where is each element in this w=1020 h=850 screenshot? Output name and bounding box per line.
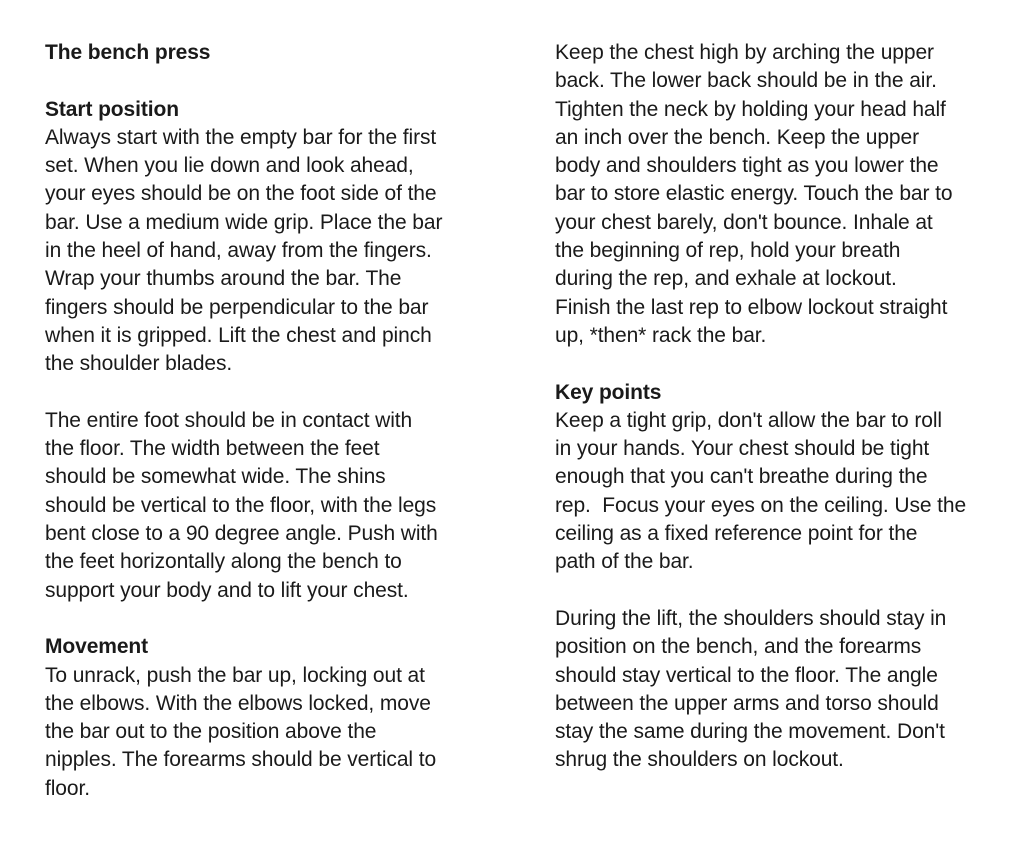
text-line: the shoulder blades. bbox=[45, 352, 233, 376]
text-line: Wrap your thumbs around the bar. The bbox=[45, 267, 402, 291]
spacer bbox=[555, 350, 995, 378]
text-line: Keep a tight grip, don't allow the bar to roll bbox=[555, 408, 942, 432]
text-line: stay the same during the movement. Don't bbox=[555, 720, 945, 744]
left-column bbox=[45, 39, 485, 803]
text-line: fingers should be perpendicular to the bar bbox=[45, 295, 429, 319]
text-line: ceiling as a fixed reference point for the bbox=[555, 522, 918, 546]
text-line: Tighten the neck by holding your head half bbox=[555, 97, 946, 121]
start-position-heading: Start position bbox=[45, 97, 179, 121]
shoulders-paragraph bbox=[555, 605, 995, 775]
movement-heading: Movement bbox=[45, 635, 149, 659]
text-line: Keep the chest high by arching the upper bbox=[555, 41, 934, 64]
spacer bbox=[45, 605, 485, 633]
key-points-heading: Key points bbox=[555, 380, 662, 404]
text-line: should stay vertical to the floor. The angle bbox=[555, 663, 938, 687]
text-line: an inch over the bench. Keep the upper bbox=[555, 125, 919, 149]
text-line: position on the bench, and the forearms bbox=[555, 635, 922, 659]
text-line: rep. Focus your eyes on the ceiling. Use the bbox=[555, 493, 967, 517]
text-line: during the rep, and exhale at lockout. bbox=[555, 267, 897, 291]
text-line: should be vertical to the floor, with the legs bbox=[45, 493, 437, 517]
text-line: when it is gripped. Lift the chest and pinch bbox=[45, 323, 432, 347]
text-line: between the upper arms and torso should bbox=[555, 691, 939, 715]
text-line: in the heel of hand, away from the fingers. bbox=[45, 239, 432, 263]
text-line: Always start with the empty bar for the first bbox=[45, 125, 437, 149]
spacer bbox=[45, 67, 485, 95]
text-line: the bar out to the position above the bbox=[45, 720, 377, 744]
spacer bbox=[555, 577, 995, 605]
text-line: nipples. The forearms should be vertical to bbox=[45, 748, 437, 772]
text-line: back. The lower back should be in the air. bbox=[555, 69, 937, 93]
text-line: should be somewhat wide. The shins bbox=[45, 465, 386, 489]
movement-continued-paragraph bbox=[555, 39, 995, 350]
text-line: bar. Use a medium wide grip. Place the bar bbox=[45, 210, 443, 234]
text-line: set. When you lie down and look ahead, bbox=[45, 154, 414, 178]
text-line: the floor. The width between the feet bbox=[45, 437, 380, 461]
text-line: in your hands. Your chest should be tight bbox=[555, 437, 930, 461]
text-line: bent close to a 90 degree angle. Push with bbox=[45, 522, 438, 546]
text-line: path of the bar. bbox=[555, 550, 694, 574]
text-line: your chest barely, don't bounce. Inhale at bbox=[555, 210, 933, 234]
text-line: body and shoulders tight as you lower the bbox=[555, 154, 939, 178]
text-line: the beginning of rep, hold your breath bbox=[555, 239, 901, 263]
text-line: your eyes should be on the foot side of the bbox=[45, 182, 437, 206]
text-line: floor. bbox=[45, 776, 90, 800]
text-line: Finish the last rep to elbow lockout straight bbox=[555, 295, 948, 319]
movement-paragraph bbox=[45, 662, 485, 803]
text-line: the feet horizontally along the bench to bbox=[45, 550, 402, 574]
text-line: enough that you can't breathe during the bbox=[555, 465, 928, 489]
right-column bbox=[555, 39, 995, 775]
text-line: shrug the shoulders on lockout. bbox=[555, 748, 844, 772]
feet-paragraph bbox=[45, 407, 485, 605]
text-line: the elbows. With the elbows locked, move bbox=[45, 691, 431, 715]
text-line: During the lift, the shoulders should stay in bbox=[555, 606, 947, 630]
spacer bbox=[45, 379, 485, 407]
text-line: The entire foot should be in contact with bbox=[45, 408, 413, 432]
text-line: bar to store elastic energy. Touch the bar to bbox=[555, 182, 953, 206]
start-position-paragraph bbox=[45, 124, 485, 379]
text-line: up, *then* rack the bar. bbox=[555, 323, 767, 347]
text-line: To unrack, push the bar up, locking out at bbox=[45, 663, 425, 687]
document-title: The bench press bbox=[45, 41, 211, 64]
key-points-paragraph bbox=[555, 407, 995, 577]
text-line: support your body and to lift your chest. bbox=[45, 578, 409, 602]
